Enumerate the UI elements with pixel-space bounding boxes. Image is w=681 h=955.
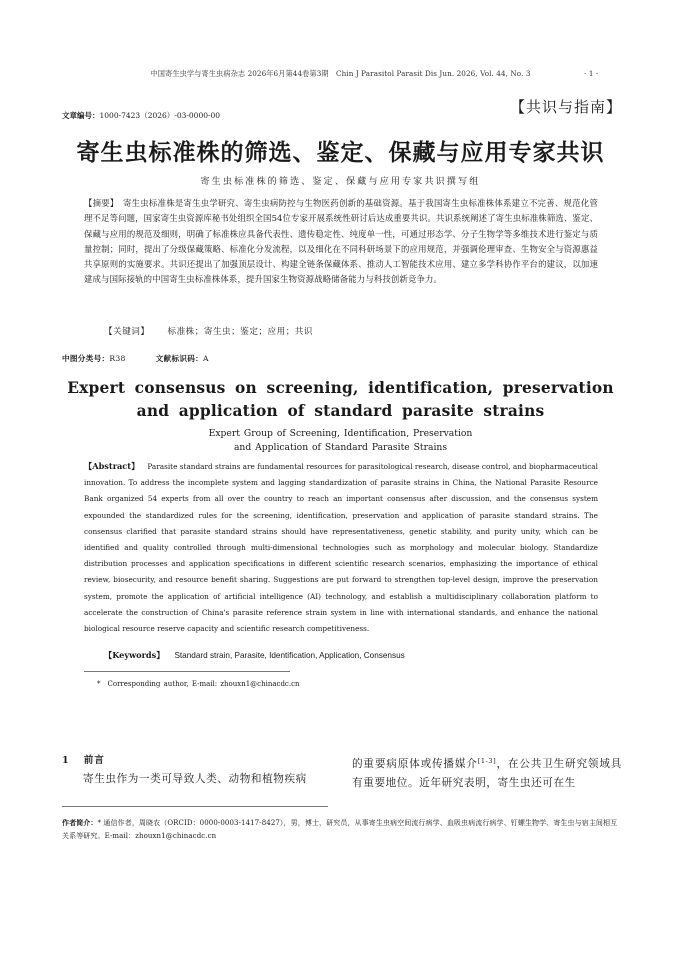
doc-code-label: 文献标识码：: [155, 354, 204, 363]
body-text-right-column: [352, 752, 622, 793]
footnote-divider: [84, 671, 290, 672]
body-text-right-part2: ，在公共卫生研究领域具有重要地位。近年研究表明，寄生虫还可在生: [352, 758, 622, 789]
citation-reference: [1-3]: [477, 757, 497, 765]
abstract-chinese-text: 寄生虫标准株是寄生虫学研究、寄生虫病防控与生物医药创新的基础资源。基于我国寄生虫标准株体系建立不完善、规范化管理不足等问题，国家寄生虫资源库秘书处组织全国54位专家开展系统性研讨后达成重要共识。共识系统阐述了寄生虫标准株筛选、鉴定、保藏与应用的规范及细则，明确了标准株应具备代表性、遗传稳定性、纯度单一性，可通过形态学、分子生物学等多维技术进行鉴定与质量控制；同时，提出了分级保藏策略、标准化分发流程，以及细化在不同科研场景下的应用规范，并强调伦理审查、生物安全与资源惠益共享原则的实施要求。共识还提出了加强顶层设计、构建全链条保藏体系、推动人工智能技术应用、建立多学科协作平台的建议，以加速建成与国际接轨的中国寄生虫标准株体系，提升国家生物资源战略储备能力与科技创新竞争力。: [84, 198, 598, 285]
author-note-label: 作者简介：: [62, 818, 98, 827]
section-heading-introduction: [62, 752, 105, 766]
abstract-english: [84, 458, 598, 637]
clc-label: 中图分类号：: [62, 354, 110, 363]
title-english-line1: Expert consensus on screening, identification, preservation: [67, 379, 614, 397]
abstract-chinese: [84, 196, 598, 288]
author-note: [62, 816, 620, 843]
keywords-chinese-text: 标准株；寄生虫；鉴定；应用；共识: [167, 327, 313, 337]
page-number: · 1 ·: [584, 69, 599, 78]
classification-line: [62, 353, 209, 364]
section-number: 1: [62, 755, 70, 766]
abstract-english-text: Parasite standard strains are fundamental resources for parasitological research, disease control, and biopharmaceutical innovation. To address the incomplete system and lagging standardization of parasite strains in China, the National Parasite Resource Bank organized 54 experts from all over the country to reach an important consensus after discussion, and the consensus system expounded the standardized rules for the screening, identification, preservation and application of parasite standard strains. The consensus clarified that parasite standard strains should have representativeness, genetic stability, and purity unity, which can be identified and quality controlled through multi-dimensional technologies such as morphology and molecular biology. Standardize distribution processes and application specifications in different scientific research scenarios, emphasizing the importance of ethical review, biosecurity, and resource benefit sharing. Suggestions are put forward to strengthen top-level design, improve the preservation system, promote the application of artificial intelligence (AI) technology, and establish a multidisciplinary collaboration platform to accelerate the construction of China's parasite reference strain system in line with international standards, and enhance the national biological resource reserve capacity and scientific research competitiveness.: [84, 462, 598, 634]
article-number-value: 1000-7423（2026）-03-0000-00: [99, 111, 221, 120]
body-text-right-part1: 的重要病原体或传播媒介: [352, 758, 478, 770]
title-chinese: 寄生虫标准株的筛选、鉴定、保藏与应用专家共识: [76, 139, 605, 166]
corresponding-author-footnote: * Corresponding author, E-mail: zhouxn1@chinacdc.cn: [97, 680, 300, 688]
title-english-line2: and application of standard parasite strains: [136, 402, 545, 420]
clc-value: R38: [109, 354, 126, 363]
keywords-chinese: [104, 325, 313, 337]
keywords-english: [104, 650, 405, 661]
author-note-text: * 通信作者，周晓农（ORCID：0000-0003-1417-8427），男，博士，研究员，从事寄生虫病空间流行病学、血吸虫病流行病学、钉螺生物学、寄生虫与宿主间相互关系等研究。E-mail：zhouxn1@chinacdc.cn: [62, 819, 618, 840]
doc-code-value: A: [203, 354, 209, 363]
body-text-left-column: 寄生虫作为一类可导致人类、动物和植物疾病: [83, 773, 307, 785]
article-category: 【共识与指南】: [510, 98, 623, 116]
article-number-label: 文章编号：: [62, 111, 100, 120]
section-title: 前言: [83, 755, 105, 766]
author-note-divider: [62, 806, 328, 807]
authors-chinese: 寄生虫标准株的筛选、鉴定、保藏与应用专家共识撰写组: [200, 177, 481, 187]
keywords-english-text: Standard strain, Parasite, Identification, Application, Consensus: [174, 651, 405, 660]
keywords-english-label: 【Keywords】: [104, 650, 165, 660]
keywords-chinese-label: 【关键词】: [104, 327, 150, 337]
abstract-english-label: 【Abstract】: [84, 461, 140, 471]
abstract-chinese-label: 【摘要】: [84, 198, 115, 208]
authors-english-line2: and Application of Standard Parasite Strains: [233, 442, 448, 453]
authors-english-line1: Expert Group of Screening, Identification, Preservation: [208, 428, 473, 439]
article-number: [62, 110, 220, 121]
running-header: 中国寄生虫学与寄生虫病杂志 2026年6月第44卷第3期 Chin J Parasitol Parasit Dis Jun. 2026, Vol. 44, No. 3: [150, 69, 531, 78]
